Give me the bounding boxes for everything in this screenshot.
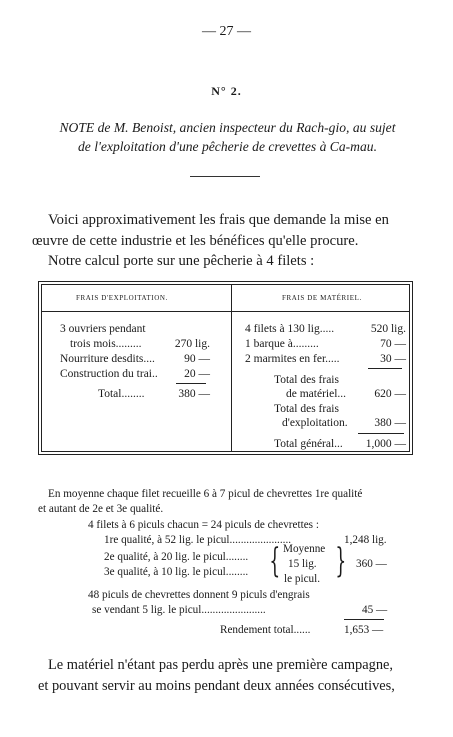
- left-total-value: 380 —: [178, 388, 210, 400]
- calc-line-5: 2e qualité, à 20 lig. le picul........: [104, 551, 249, 563]
- left-row-label: Construction du trai..: [60, 368, 158, 380]
- moyenne-label-1: Moyenne: [283, 543, 326, 555]
- left-row-value: 20 —: [184, 368, 210, 380]
- right-total-value: 1,000 —: [365, 438, 406, 450]
- calc-line-3: 4 filets à 6 piculs chacun = 24 piculs de chevrettes :: [88, 519, 319, 531]
- calc-line-4-label: 1re qualité, à 52 lig. le picul......................: [104, 534, 292, 546]
- separator-rule: [190, 176, 260, 177]
- right-header: FRAIS DE MATÉRIEL.: [282, 294, 362, 302]
- left-row-label: 3 ouvriers pendant: [60, 323, 146, 335]
- right-row-value: 70 —: [380, 338, 406, 350]
- left-brace: {: [269, 541, 281, 581]
- moyenne-value: 360 —: [356, 558, 387, 570]
- right-sum-rule-2: [358, 433, 404, 434]
- calc-line-8-label: se vendant 5 lig. le picul.......................: [92, 604, 266, 616]
- title-line-2: de l'exploitation d'une pêcherie de crevettes à Ca-mau.: [78, 139, 377, 154]
- table-column-divider: [231, 285, 232, 451]
- left-sum-rule: [176, 383, 206, 384]
- left-row-value: 90 —: [184, 353, 210, 365]
- note-number: N° 2.: [211, 84, 242, 98]
- right-row-label: Total des frais: [274, 403, 339, 415]
- calc-line-1: En moyenne chaque filet recueille 6 à 7 picul de chevrettes 1re qualité: [48, 488, 363, 500]
- total-value: 1,653 —: [344, 624, 384, 636]
- moyenne-label-2: 15 lig.: [288, 558, 317, 570]
- left-row-label: trois mois.........: [70, 338, 142, 350]
- paragraph-2: Notre calcul porte sur une pêcherie à 4 filets :: [48, 253, 315, 269]
- total-label: Rendement total......: [220, 624, 311, 636]
- page-number: — 27 —: [202, 24, 251, 39]
- right-row-label: 2 marmites en fer.....: [245, 353, 340, 365]
- costs-table: [38, 281, 413, 455]
- calc-line-2: et autant de 2e et 3e qualité.: [38, 503, 164, 515]
- right-row-label: 4 filets à 130 lig.....: [245, 323, 335, 335]
- calc-sum-rule: [344, 619, 384, 620]
- right-brace: }: [335, 541, 347, 581]
- paragraph-1-line-2: œuvre de cette industrie et les bénéfices qu'elle procure.: [32, 233, 359, 249]
- left-row-label: Nourriture desdits....: [60, 353, 155, 365]
- right-row-value: 30 —: [380, 353, 406, 365]
- calc-line-7: 48 piculs de chevrettes donnent 9 piculs d'engrais: [88, 589, 310, 601]
- costs-table-inner: [41, 284, 410, 452]
- note-title: [30, 118, 425, 156]
- right-row-label: d'exploitation.: [282, 417, 348, 429]
- left-row-value: 270 lig.: [174, 338, 210, 350]
- right-sum-rule-1: [368, 368, 402, 369]
- right-row-label: de matériel...: [286, 388, 347, 400]
- calc-line-8-value: 45 —: [362, 604, 388, 616]
- right-row-label: 1 barque à.........: [245, 338, 319, 350]
- moyenne-label-3: le picul.: [284, 573, 321, 585]
- paragraph-3-line-2: et pouvant servir au moins pendant deux années consécutives,: [38, 678, 395, 694]
- table-header-rule: [42, 311, 409, 312]
- right-row-value: 620 —: [374, 388, 406, 400]
- right-row-label: Total des frais: [274, 374, 339, 386]
- left-total-label: Total........: [98, 388, 145, 400]
- calc-line-4-value: 1,248 lig.: [344, 534, 387, 546]
- calc-line-6: 3e qualité, à 10 lig. le picul........: [104, 566, 249, 578]
- right-row-value: 520 lig.: [370, 323, 406, 335]
- paragraph-1-line-1: Voici approximativement les frais que demande la mise en: [48, 212, 389, 228]
- right-row-value: 380 —: [374, 417, 406, 429]
- left-header: FRAIS D'EXPLOITATION.: [76, 294, 168, 302]
- right-total-label: Total général...: [274, 438, 343, 450]
- title-line-1: NOTE de M. Benoist, ancien inspecteur du Rach-gio, au sujet: [59, 120, 396, 135]
- paragraph-3-line-1: Le matériel n'étant pas perdu après une première campagne,: [48, 657, 394, 673]
